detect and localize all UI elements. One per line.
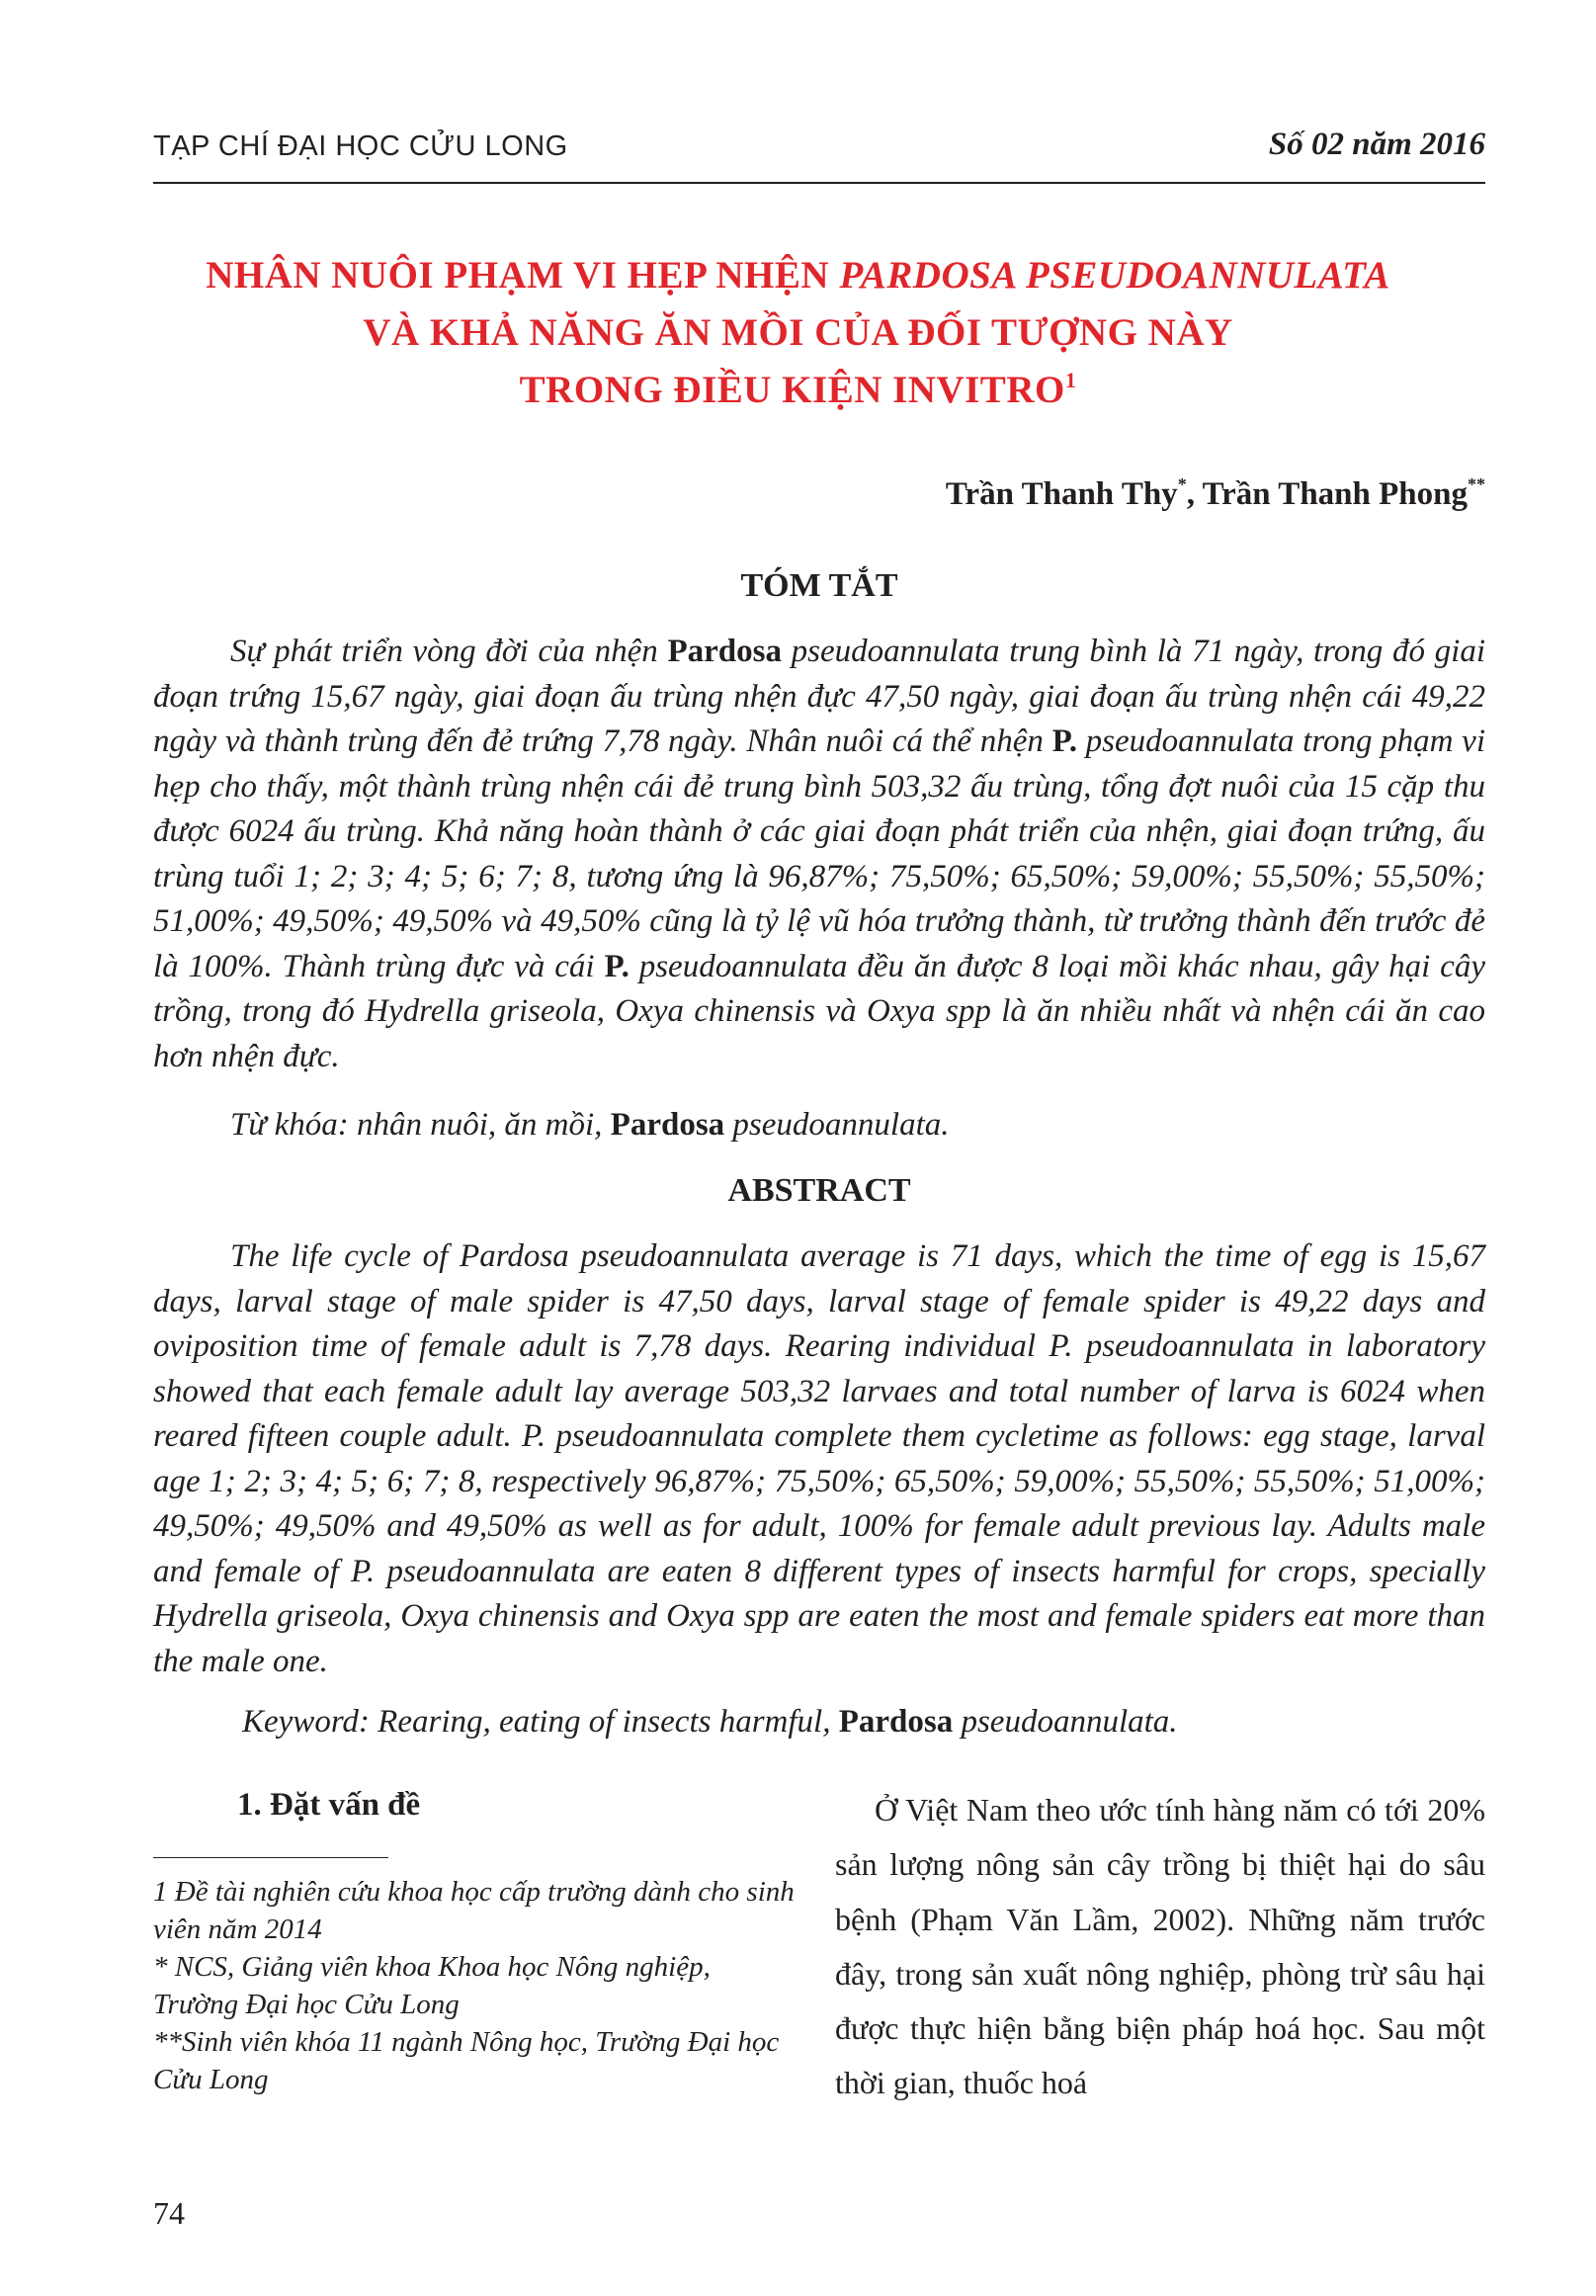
page-number: 74	[153, 2195, 185, 2231]
footnote-divider	[153, 1857, 388, 1858]
species-name: PARDOSA PSEUDOANNULATA	[839, 254, 1390, 297]
footnotes	[153, 1873, 796, 2098]
section-heading: 1. Đặt vấn đề	[237, 1787, 421, 1823]
footnote-2: * NCS, Giảng viên khoa Khoa học Nông nghiệp, Trường Đại học Cửu Long	[153, 1951, 711, 2020]
title-line-1: NHÂN NUÔI PHẠM VI HẸP NHỆN PARDOSA PSEUDOANNULATA	[206, 254, 1390, 297]
section-body-text: Ở Việt Nam theo ước tính hàng năm có tới 20% sản lượng nông sản cây trồng bị thiệt hại do sâu bệnh (Phạm Văn Lầm, 2002). Những năm trước đây, trong sản xuất nông nghiệp, phòng trừ sâu hại được thực hiện bằng biện pháp hoá học. Sau một thời gian, thuốc hoá	[835, 1792, 1485, 2101]
summary-heading: TÓM TẮT	[740, 567, 898, 604]
issue-number: Số 02 năm 2016	[1268, 127, 1485, 162]
footnote-1: 1 Đề tài nghiên cứu khoa học cấp trường dành cho sinh viên năm 2014	[153, 1876, 795, 1945]
summary-keywords: Từ khóa: nhân nuôi, ăn mồi, Pardosa pseudoannulata.	[230, 1107, 950, 1143]
author-2-mark: **	[1468, 474, 1485, 494]
article-title	[119, 247, 1477, 419]
abstract-keywords: Keyword: Rearing, eating of insects harmful, Pardosa pseudoannulata.	[242, 1704, 1178, 1740]
title-line-2: VÀ KHẢ NĂNG ĂN MỒI CỦA ĐỐI TƯỢNG NÀY	[363, 311, 1233, 354]
abstract-heading: ABSTRACT	[727, 1172, 911, 1209]
author-1-mark: *	[1177, 474, 1187, 494]
running-header	[153, 127, 1485, 184]
title-footnote-mark: 1	[1064, 368, 1077, 392]
footnote-3: **Sinh viên khóa 11 ngành Nông học, Trường Đại học Cửu Long	[153, 2026, 780, 2095]
abstract-text: The life cycle of Pardosa pseudoannulata average is 71 days, which the time of egg is 15,67 days, larval stage of male spider is 47,50 days, larval stage of female spider is 49,22 days and oviposition time of female adult is 7,78 days. Rearing individual P. pseudoannulata in laboratory showed that each female adult lay average 503,32 larvaes and total number of larva is 6024 when reared fifteen couple adult. P. pseudoannulata complete them cycletime as follows: egg stage, larval age 1; 2; 3; 4; 5; 6; 7; 8, respectively 96,87%; 75,50%; 65,50%; 59,00%; 55,50%; 55,50%; 51,00%; 49,50%; 49,50% and 49,50% as well as for adult, 100% for female adult previous lay. Adults male and female of P. pseudoannulata are eaten 8 different types of insects harmful for crops, specially Hydrella griseola, Oxya chinensis and Oxya spp are eaten the most and female spiders eat more than the male one.	[153, 1238, 1485, 1679]
author-2: Trần Thanh Phong	[1202, 476, 1468, 512]
author-1: Trần Thanh Thy	[945, 476, 1178, 512]
title-line-3: TRONG ĐIỀU KIỆN INVITRO$^1$	[519, 368, 1077, 411]
authors	[946, 476, 1485, 513]
summary-text: Sự phát triển vòng đời của nhện Pardosa pseudoannulata trung bình là 71 ngày, trong đó giai đoạn trứng 15,67 ngày, giai đoạn ấu trùng nhện đực 47,50 ngày, giai đoạn ấu trùng nhện cái 49,22 ngày và thành trùng đến đẻ trứng 7,78 ngày. Nhân nuôi cá thể nhện P. pseudoannulata trong phạm vi hẹp cho thấy, một thành trùng nhện cái đẻ trung bình 503,32 ấu trùng, tổng đợt nuôi của 15 cặp thu được 6024 ấu trùng. Khả năng hoàn thành ở các giai đoạn phát triển của nhện, giai đoạn trứng, ấu trùng tuổi 1; 2; 3; 4; 5; 6; 7; 8, tương ứng là 96,87%; 75,50%; 65,50%; 59,00%; 55,50%; 55,50%; 51,00%; 49,50%; 49,50% và 49,50% cũng là tỷ lệ vũ hóa trưởng thành, từ trưởng thành đến trước đẻ là 100%. Thành trùng đực và cái P. pseudoannulata đều ăn được 8 loại mồi khác nhau, gây hại cây trồng, trong đó Hydrella griseola, Oxya chinensis và Oxya spp là ăn nhiều nhất và nhện cái ăn cao hơn nhện đực.	[153, 634, 1486, 1074]
author-separator: ,	[1186, 476, 1203, 512]
journal-name: TẠP CHÍ ĐẠI HỌC CỬU LONG	[153, 130, 568, 162]
